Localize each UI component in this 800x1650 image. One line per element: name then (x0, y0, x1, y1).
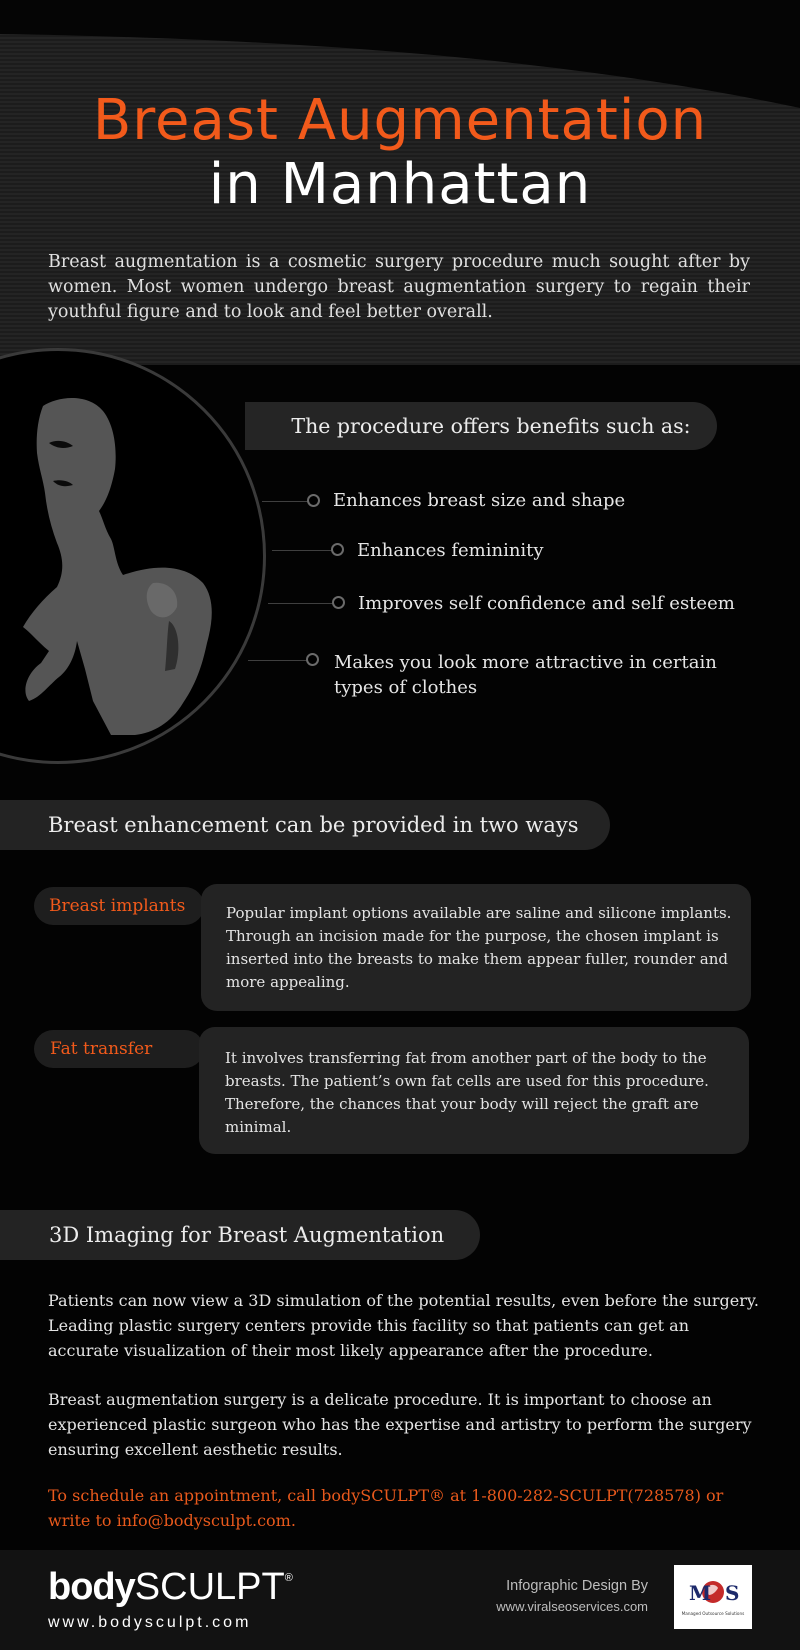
page-title-line1: Breast Augmentation (92, 88, 708, 153)
footer-website[interactable]: www.bodysculpt.com (48, 1614, 252, 1631)
imaging-paragraph-2: Breast augmentation surgery is a delicate procedure. It is important to choose an experienced plastic surgeon who has the expertise and artistry to perform the surgery ensuring excellent aesthetic results. (48, 1390, 752, 1459)
mos-tagline: Managed Outsource Solutions (681, 1611, 745, 1616)
logo-registered-mark: ® (284, 1572, 292, 1584)
intro-paragraph: Breast augmentation is a cosmetic surgery procedure much sought after by women. Most women undergo breast augmentation surgery to regain their youthful figure and to look and feel better overall. (48, 252, 750, 322)
benefit-connector-line (272, 550, 332, 551)
mos-logo (674, 1565, 752, 1629)
way-description-fat-transfer: It involves transferring fat from another part of the body to the breasts. The patient’s own fat cells are used for this procedure. Therefore, the chances that your body will reject the graft are minimal. (225, 1049, 709, 1136)
benefit-connector-line (262, 501, 309, 502)
benefit-connector-line (268, 603, 333, 604)
mos-letter-m: M (689, 1581, 712, 1605)
mos-logo-graphic (674, 1565, 752, 1629)
way-description-breast-implants: Popular implant options available are saline and silicone implants. Through an incision made for the purpose, the chosen implant is inserted into the breasts to make them appear fuller, rounder and more appealing. (226, 904, 732, 991)
logo-thin-part: SCULPT (134, 1566, 285, 1608)
way-label-fat-transfer: Fat transfer (50, 1039, 153, 1059)
page-title-line2: in Manhattan (208, 152, 592, 217)
ways-title: Breast enhancement can be provided in two ways (48, 813, 579, 837)
benefit-item: Enhances breast size and shape (333, 490, 626, 511)
appointment-cta: To schedule an appointment, call bodySCULPT® at 1-800-282-SCULPT(728578) or write to info@bodysculpt.com. (48, 1486, 724, 1530)
bodysculpt-logo (48, 1566, 292, 1609)
benefits-title: The procedure offers benefits such as: (291, 414, 691, 438)
bullet-circle-icon (332, 596, 345, 609)
logo-bold-part: body (48, 1566, 135, 1608)
imaging-paragraph-1: Patients can now view a 3D simulation of the potential results, even before the surgery. Leading plastic surgery centers provide this facility so that patients can get an accurate visualization of their most likely appearance after the procedure. (48, 1291, 759, 1360)
benefit-item: Makes you look more attractive in certain types of clothes (334, 652, 717, 698)
design-credit-url[interactable]: www.viralseoservices.com (496, 1599, 648, 1614)
design-credit-label: Infographic Design By (506, 1578, 648, 1594)
benefit-item: Enhances femininity (357, 540, 544, 561)
bullet-circle-icon (306, 653, 319, 666)
imaging-title: 3D Imaging for Breast Augmentation (49, 1223, 445, 1247)
silhouette-circle (0, 348, 266, 764)
benefit-connector-line (248, 660, 308, 661)
benefit-item: Improves self confidence and self esteem (358, 593, 735, 614)
woman-silhouette-image (0, 351, 263, 761)
bullet-circle-icon (331, 543, 344, 556)
way-label-breast-implants: Breast implants (49, 896, 186, 916)
mos-letter-s: S (725, 1581, 740, 1605)
bullet-circle-icon (307, 494, 320, 507)
